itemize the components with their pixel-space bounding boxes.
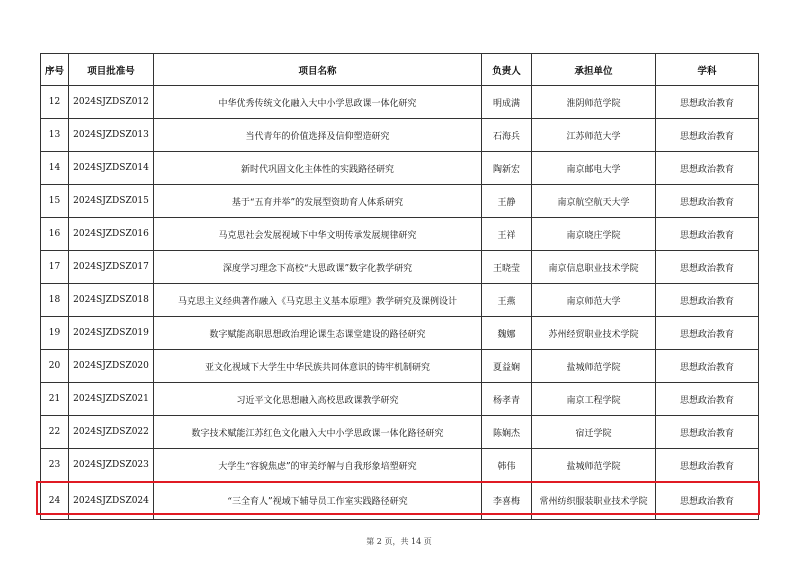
cell-approval-number: 2024SJZDSZ021 — [69, 383, 154, 416]
cell-lead: 李喜梅 — [482, 482, 532, 520]
cell-lead: 陈娴杰 — [482, 416, 532, 449]
cell-institution: 苏州经贸职业技术学院 — [532, 317, 656, 350]
cell-project-name: 大学生“容貌焦虑”的审美纾解与自我形象培塑研究 — [154, 449, 482, 482]
header-lead: 负责人 — [482, 54, 532, 86]
cell-index: 24 — [41, 482, 69, 520]
table-row — [41, 383, 759, 416]
cell-index: 18 — [41, 284, 69, 317]
cell-lead: 石海兵 — [482, 119, 532, 152]
cell-approval-number: 2024SJZDSZ018 — [69, 284, 154, 317]
cell-lead: 韩伟 — [482, 449, 532, 482]
cell-project-name: 马克思社会发展视域下中华文明传承发展规律研究 — [154, 218, 482, 251]
cell-discipline: 思想政治教育 — [656, 251, 759, 284]
cell-project-name: 马克思主义经典著作融入《马克思主义基本原理》教学研究及课例设计 — [154, 284, 482, 317]
cell-discipline: 思想政治教育 — [656, 86, 759, 119]
table-row — [41, 284, 759, 317]
table-row — [41, 416, 759, 449]
table-row — [41, 317, 759, 350]
cell-institution: 南京师范大学 — [532, 284, 656, 317]
cell-discipline: 思想政治教育 — [656, 383, 759, 416]
cell-index: 17 — [41, 251, 69, 284]
cell-lead: 魏娜 — [482, 317, 532, 350]
cell-approval-number: 2024SJZDSZ020 — [69, 350, 154, 383]
cell-approval-number: 2024SJZDSZ024 — [69, 482, 154, 520]
header-project-name: 项目名称 — [154, 54, 482, 86]
cell-project-name: 中华优秀传统文化融入大中小学思政课一体化研究 — [154, 86, 482, 119]
cell-project-name: 当代青年的价值选择及信仰塑造研究 — [154, 119, 482, 152]
cell-project-name: “三全育人”视域下辅导员工作室实践路径研究 — [154, 482, 482, 520]
cell-institution: 江苏师范大学 — [532, 119, 656, 152]
cell-institution: 淮阴师范学院 — [532, 86, 656, 119]
cell-approval-number: 2024SJZDSZ019 — [69, 317, 154, 350]
cell-approval-number: 2024SJZDSZ022 — [69, 416, 154, 449]
cell-discipline: 思想政治教育 — [656, 284, 759, 317]
page-footer: 第 2 页，共 14 页 — [366, 537, 432, 546]
cell-discipline: 思想政治教育 — [656, 350, 759, 383]
table-row — [41, 185, 759, 218]
header-approval-number: 项目批准号 — [69, 54, 154, 86]
cell-index: 20 — [41, 350, 69, 383]
cell-index: 13 — [41, 119, 69, 152]
cell-approval-number: 2024SJZDSZ015 — [69, 185, 154, 218]
cell-institution: 南京晓庄学院 — [532, 218, 656, 251]
cell-discipline: 思想政治教育 — [656, 482, 759, 520]
cell-lead: 王燕 — [482, 284, 532, 317]
table-row — [41, 119, 759, 152]
cell-project-name: 新时代巩固文化主体性的实践路径研究 — [154, 152, 482, 185]
table-row — [41, 86, 759, 119]
cell-project-name: 数字赋能高职思想政治理论课生态课堂建设的路径研究 — [154, 317, 482, 350]
cell-institution: 盐城师范学院 — [532, 449, 656, 482]
cell-index: 16 — [41, 218, 69, 251]
cell-discipline: 思想政治教育 — [656, 416, 759, 449]
cell-institution: 南京航空航天大学 — [532, 185, 656, 218]
cell-discipline: 思想政治教育 — [656, 152, 759, 185]
cell-institution: 南京工程学院 — [532, 383, 656, 416]
cell-index: 22 — [41, 416, 69, 449]
header-index: 序号 — [41, 54, 69, 86]
cell-approval-number: 2024SJZDSZ016 — [69, 218, 154, 251]
cell-index: 15 — [41, 185, 69, 218]
table-row — [41, 251, 759, 284]
cell-institution: 南京邮电大学 — [532, 152, 656, 185]
cell-lead: 王静 — [482, 185, 532, 218]
table-header-row — [41, 54, 759, 86]
project-table — [40, 53, 759, 520]
cell-project-name: 基于“五育并举”的发展型资助育人体系研究 — [154, 185, 482, 218]
cell-lead: 陶新宏 — [482, 152, 532, 185]
table-row — [41, 350, 759, 383]
cell-index: 12 — [41, 86, 69, 119]
cell-discipline: 思想政治教育 — [656, 185, 759, 218]
cell-lead: 夏益娴 — [482, 350, 532, 383]
table-row — [41, 152, 759, 185]
cell-approval-number: 2024SJZDSZ017 — [69, 251, 154, 284]
cell-lead: 明成满 — [482, 86, 532, 119]
cell-institution: 南京信息职业技术学院 — [532, 251, 656, 284]
cell-index: 14 — [41, 152, 69, 185]
cell-index: 19 — [41, 317, 69, 350]
cell-project-name: 数字技术赋能江苏红色文化融入大中小学思政课一体化路径研究 — [154, 416, 482, 449]
cell-approval-number: 2024SJZDSZ014 — [69, 152, 154, 185]
cell-lead: 杨孝青 — [482, 383, 532, 416]
cell-project-name: 习近平文化思想融入高校思政课教学研究 — [154, 383, 482, 416]
table-row — [41, 218, 759, 251]
cell-discipline: 思想政治教育 — [656, 218, 759, 251]
table-row — [41, 449, 759, 482]
cell-discipline: 思想政治教育 — [656, 317, 759, 350]
cell-index: 23 — [41, 449, 69, 482]
cell-institution: 常州纺织服装职业技术学院 — [532, 482, 656, 520]
cell-project-name: 亚文化视域下大学生中华民族共同体意识的铸牢机制研究 — [154, 350, 482, 383]
header-institution: 承担单位 — [532, 54, 656, 86]
cell-discipline: 思想政治教育 — [656, 119, 759, 152]
highlight-box — [36, 481, 760, 515]
header-discipline: 学科 — [656, 54, 759, 86]
cell-institution: 盐城师范学院 — [532, 350, 656, 383]
cell-approval-number: 2024SJZDSZ012 — [69, 86, 154, 119]
cell-institution: 宿迁学院 — [532, 416, 656, 449]
cell-lead: 王祥 — [482, 218, 532, 251]
cell-lead: 王晓莹 — [482, 251, 532, 284]
cell-discipline: 思想政治教育 — [656, 449, 759, 482]
cell-index: 21 — [41, 383, 69, 416]
cell-project-name: 深度学习理念下高校“大思政课”数字化教学研究 — [154, 251, 482, 284]
cell-approval-number: 2024SJZDSZ013 — [69, 119, 154, 152]
cell-approval-number: 2024SJZDSZ023 — [69, 449, 154, 482]
